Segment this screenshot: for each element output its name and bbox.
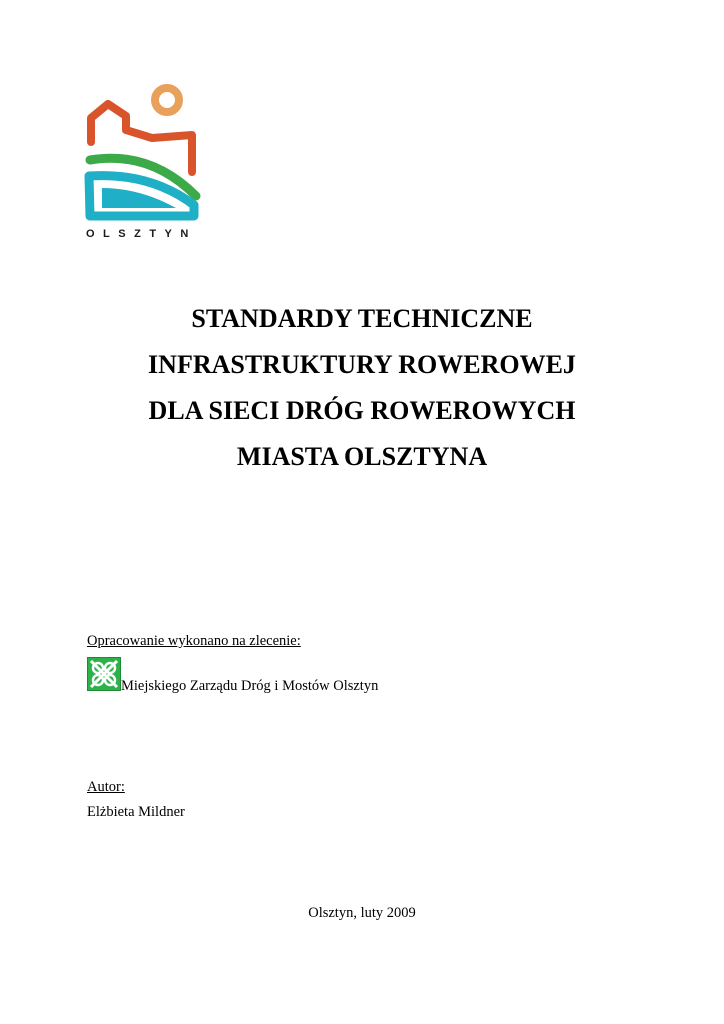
commission-name: Miejskiego Zarządu Dróg i Mostów Olsztyn	[121, 678, 379, 694]
olsztyn-logo	[80, 80, 206, 245]
document-title	[0, 296, 724, 480]
title-line-1: STANDARDY TECHNICZNE	[191, 304, 533, 333]
title-line-3: DLA SIECI DRÓG ROWEROWYCH	[148, 396, 576, 425]
author-name: Elżbieta Mildner	[87, 804, 185, 820]
title-line-2: INFRASTRUKTURY ROWEROWEJ	[148, 350, 576, 379]
logo-city-name: OLSZTYN	[86, 228, 197, 240]
zdm-logo-icon	[87, 657, 121, 691]
place-date: Olsztyn, luty 2009	[308, 905, 416, 921]
commission-label: Opracowanie wykonano na zlecenie:	[87, 633, 301, 649]
title-line-4: MIASTA OLSZTYNA	[236, 442, 488, 471]
olsztyn-emblem-icon	[80, 80, 206, 225]
author-label: Autor:	[87, 779, 125, 795]
